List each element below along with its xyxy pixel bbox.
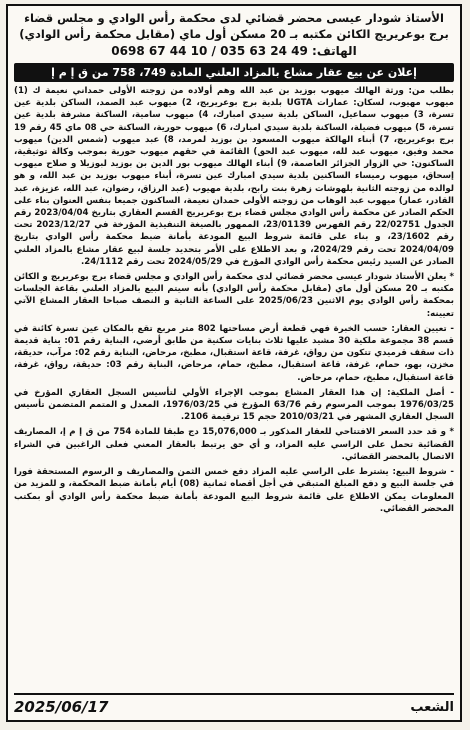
bailiff-line-1: الأستاذ شودار عيسى محضر قضائي لدى محكمة رأس الوادي و مجلس قضاء — [24, 11, 444, 25]
paragraph-property: - تعيين العقار: حسب الخبرة فهي قطعة أرض مساحتها 802 متر مربع تقع بالمكان عين تسرة كائنة في قسم 38 مجموعة ملكية 30 مشيد عليها ثلاث بنايات سكنية من طابق أرضي، البناية رقم 01: بناية قديمة ذات سقف قرميدي تتكون من رواق، غرفة، قاعة استقبال، مطبخ، مرحاض، البناية رقم 02: مرآب، حديقة، مخزن، بهو، حمام، غرفة، قاعة استقبال، مطبخ، حمام، مرحاض، البناية رقم 03: حديقة، رواق، غرفة، قاعة استقبال، مطبخ، حمام، مرحاض. — [14, 323, 454, 383]
legal-notice — [6, 4, 462, 722]
notice-footer — [14, 693, 454, 716]
paragraph-conditions: - شروط البيع: يشترط على الراسي عليه المزاد دفع خمس الثمن والمصاريف و الرسوم المستحقة فورا في جلسة البيع و دفع المبلغ المتبقي في أجل أقصاه ثمانية (08) أيام بأمانة ضبط المحكمة، و للمزيد من المعلومات يمكن الاطلاع على قائمة شروط البيع المودعة بأمانة ضبط محكمة رأس الوادي أو بمكتب المحضر القضائي. — [14, 467, 454, 514]
paragraph-applicants: بطلب من: ورثة الهالك ميهوب بوزيد بن عبد الله وهم أولاده من زوجته الأولى حمداني نعيمة ك (1) ميهوب مهيوب، لسكان: عمارات UGTA بلدية برج بوعريريج، 2) ميهوب عبد الصمد، الساكن بلدية عين تسرة، 3) ميهوب سماعيل، الساكن بلدية سيدي امبارك، 4) ميهوب سامية، الساكنة مشرفة بلدية عين تسرة، 5) ميهوب فضيلة، الساكنة بلدية سيدي امبارك، 6) ميهوب حورية، الساكنة حي 08 ماي 45 رقم 19 برج بوعريريج، 7) أبناء الهالكة ميهوب المسعود بن بوزيد لمرمد، 8) عبد ميهوب (شمس الدين) ميهوب محمد وفيق، ميهوب عبد لله، ميهوب عبد الحق) القائمة في حقهم ميهوب حورية بموجب وكالة توثيقية، الساكنون: حي الزوار الجزائر العاصمة، 9) أبناء الهالك ميهوب بور الدين بن بوزيد لبوزيلا و صلاح ميهوب إسحاق، ميهوب رميساء الساكنين بلدية سيدي امبارك عين تسرة، أبناء ميهوب بوزيد بن عبد الله، و هو لوالده من زوجته الثانية بلهوشات زهرة بنت رابح، بلدية مهيوب (عبد الرزاق، رضوان، عبد الله، عزيزة، عبد القادر، عمار) ميهوب عبد الوهاب من زوجته الأولى حمدان نعيمة، الساكنون جميعا بنفس العنوان بناء على الحكم الصادر عن محكمة رأس الوادي مجلس قضاء برج بوعريريج القسم العقاري بتاريخ 2023/04/04 رقم الجدول 22/02751 رقم الفهرس 23/01139، الممهور بالصيغة التنفيذية المؤرخة في 2023/12/27 تحت رقم 23/1602، و بناء على قائمة شروط البيع المودعة بأمانة ضبط محكمة رأس الوادي بتاريخ 2024/04/09 تحت رقم 2024/29، و بعد الاطلاع على الأمر بتحديد جلسة لبيع عقار مشاع بالمزاد العلني الصادر عن السيد رئيس محكمة رأس الوادي المؤرخ في 2024/05/29 تحت رقم 24/1112. — [14, 86, 455, 267]
publication-date: 2025/06/17 — [14, 698, 109, 716]
notice-header — [14, 10, 454, 59]
paragraph-announcement: * يعلن الأستاذ شودار عيسى محضر قضائي لدى محكمة رأس الوادي و مجلس قضاء برج بوعريريج و الكائن مكتبه بـ 20 مسكن أول ماي (مقابل محكمة رأس الوادي) بأنه سيتم البيع بالمزاد العلني بقاعة الجلسات بمحكمة رأس الوادي يوم الاثنين 2025/06/23 على الساعة الثانية و النصف صباحا العقار المشاع الآتي تعيينه: — [14, 272, 454, 319]
paragraph-price: * و قد حدد السعر الافتتاحي للعقار المذكور بـ 15,076,000 دج طبقا للمادة 754 من ق إ م إ، المصاريف القضائية تحمل على الراسي عليه المزاد، و أي حق يرتبط بالعقار المعني فعلى الراغبين في الشراء الاتصال بالمحضر القضائي. — [14, 427, 454, 462]
notice-title: إعلان عن بيع عقار مشاع بالمزاد العلني المادة 749، 758 من ق إ م إ — [14, 63, 454, 82]
bailiff-line-2: برج بوعريريج الكائن مكتبه بـ 20 مسكن أول ماي (مقابل محكمة رأس الوادي) — [19, 27, 449, 41]
paragraph-ownership: - أصل الملكية: إن هذا العقار المشاع بموجب الإجراء الأولي لتأسيس السجل العقاري المؤرخ في 1976/03/25 بموجب المرسوم رقم 63/76 المؤرخ في 1976/03/25، المعدل و المتمم المتضمن تأسيس السجل العقاري المشهر في 2010/03/21 حجم 15 ترقيمة 2106. — [14, 387, 455, 423]
bailiff-phones: الهاتف: 49 24 63 035 / 10 44 67 0698 — [111, 44, 357, 58]
newspaper-name: الشعب — [410, 699, 454, 715]
notice-body — [14, 85, 454, 515]
